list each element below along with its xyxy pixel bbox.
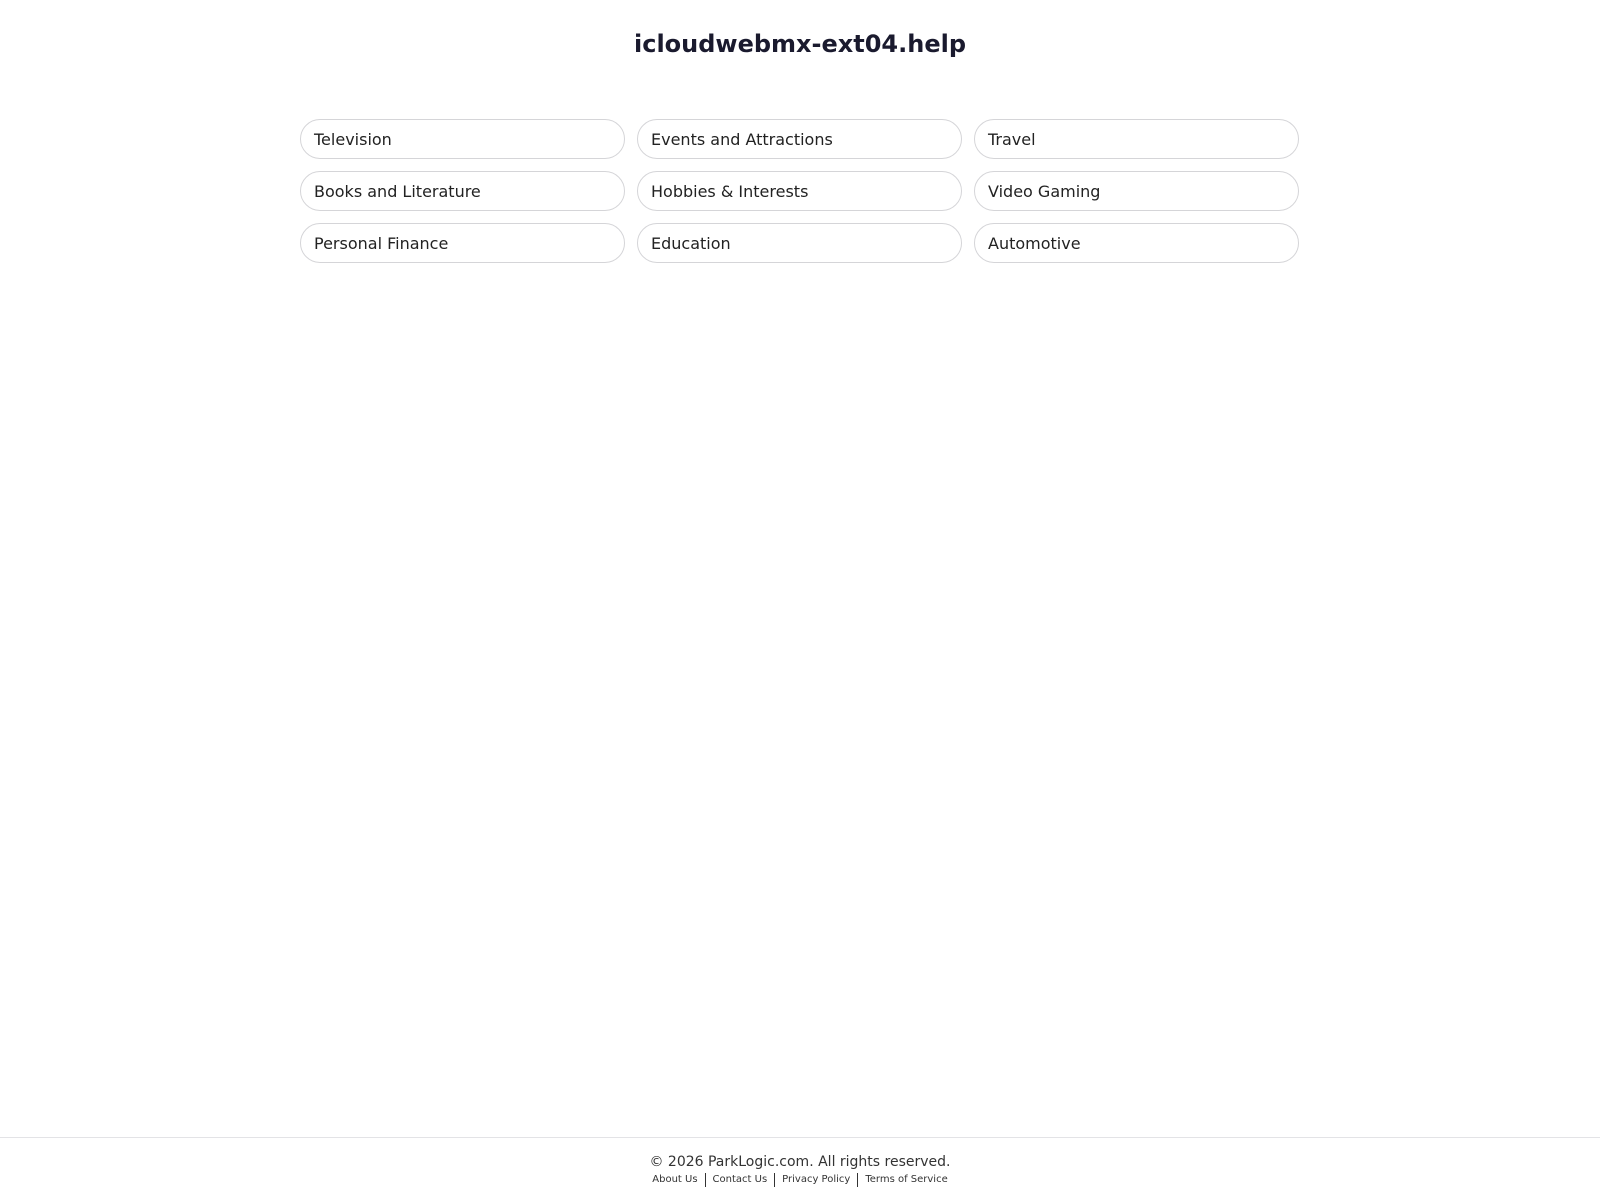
category-link-events-and-attractions[interactable]: Events and Attractions [637, 119, 962, 159]
about-us-link[interactable]: About Us [652, 1174, 698, 1185]
contact-us-link[interactable]: Contact Us [712, 1174, 768, 1185]
category-link-television[interactable]: Television [300, 119, 625, 159]
category-link-personal-finance[interactable]: Personal Finance [300, 223, 625, 263]
site-title: icloudwebmx-ext04.help [633, 30, 967, 58]
footer [0, 1137, 1600, 1200]
category-link-books-and-literature[interactable]: Books and Literature [300, 171, 625, 211]
copyright-text: © 2026 ParkLogic.com. All rights reserved. [649, 1154, 951, 1170]
category-link-video-gaming[interactable]: Video Gaming [974, 171, 1299, 211]
category-link-automotive[interactable]: Automotive [974, 223, 1299, 263]
category-grid [300, 119, 1300, 263]
terms-of-service-link[interactable]: Terms of Service [865, 1174, 948, 1185]
category-link-education[interactable]: Education [637, 223, 962, 263]
category-link-travel[interactable]: Travel [974, 119, 1299, 159]
category-link-hobbies-and-interests[interactable]: Hobbies & Interests [637, 171, 962, 211]
footer-links [0, 1173, 1600, 1187]
privacy-policy-link[interactable]: Privacy Policy [782, 1174, 851, 1185]
